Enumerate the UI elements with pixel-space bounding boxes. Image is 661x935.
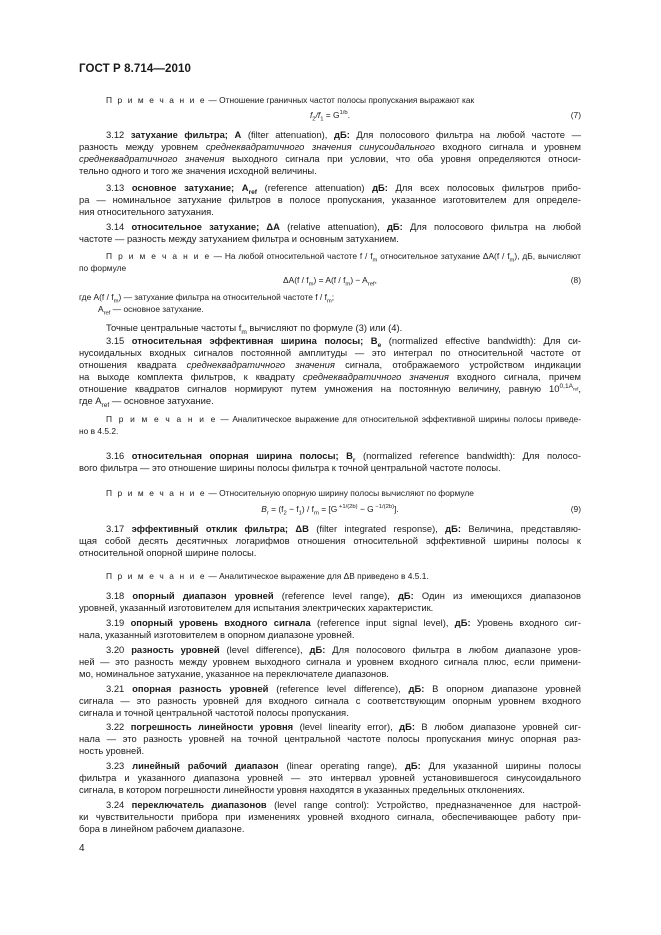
term-3-22: 3.22 погрешность линейности уровня (level linearity error), дБ: В любом диапазоне уровней сиг- [106, 721, 581, 732]
term-3-19: 3.19 опорный уровень входного сигнала (reference input signal level), дБ: Уровень входного сиг- [106, 617, 581, 628]
paragraph-exact-frequencies: Точные центральные частоты $f_m$ вычисляют по формуле (3) или (4). [106, 322, 403, 336]
note-5: П р и м е ч а н и е — Аналитическое выражение для ΔB приведено в 4.5.1. [106, 571, 429, 581]
page-number: 4 [79, 843, 85, 854]
term-3-24: 3.24 переключатель диапазонов (level range control): Устройство, предназначенное для настрой- [106, 799, 581, 810]
note-4: П р и м е ч а н и е — Относительную опорную ширину полосы вычисляют по формуле [106, 488, 474, 498]
term-3-20: 3.20 разность уровней (level difference), дБ: Для полосового фильтра в любом диапазоне уров- [106, 644, 581, 655]
term-3-16: 3.16 относительная опорная ширина полосы; $B_r$ (normalized reference bandwidth): Для полосо- [106, 450, 581, 464]
note-2: П р и м е ч а н и е — На любой относительной частоте f / $f_m$ относительное затухание $\Delta A(f / f_m)$, дБ, вычисляют [106, 251, 581, 264]
term-3-23: 3.23 линейный рабочий диапазон (linear operating range), дБ: Для указанной ширины полосы [106, 760, 581, 771]
term-3-18: 3.18 опорный диапазон уровней (reference level range), дБ: Один из имеющихся диапазонов [106, 590, 581, 601]
term-3-14: 3.14 относительное затухание; ΔA (relative attenuation), дБ: Для полосового фильтра на любой [106, 221, 582, 232]
term-3-15: 3.15 относительная эффективная ширина полосы; $B_e$ (normalized effective bandwidth): Для си- [106, 335, 581, 349]
note-1: П р и м е ч а н и е — Отношение граничных частот полосы пропускания выражают как [106, 95, 475, 105]
term-3-21: 3.21 опорная разность уровней (reference level difference), дБ: В опорном диапазоне уровней [106, 683, 582, 694]
formula-9: $B_r = (f_2 - f_1) / f_m = [G$ $^{+1/(2b)}$ − G $^{-1/(2b)}$]. (9) [261, 504, 581, 517]
note-3: П р и м е ч а н и е — Аналитическое выражение для относительной эффективной ширины полосы приведе- [106, 414, 581, 424]
document-header: ГОСТ Р 8.714—2010 [79, 63, 191, 75]
term-3-13: 3.13 основное затухание; $A_{ref}$ (reference attenuation) дБ: Для всех полосовых фильтров прибо- [106, 182, 581, 196]
formula-7: $f_2/f_1 = G^{1/b}$. (7) [309, 110, 581, 123]
term-3-17: 3.17 эффективный отклик фильтра; ΔB (filter integrated response), дБ: Величина, представляю- [106, 523, 581, 534]
term-3-12: 3.12 затухание фильтра; A (filter attenuation), дБ: Для полосового фильтра на любой частоте — [106, 129, 581, 140]
formula-8: $\Delta A(f / f_m) = A(f / f_m) - A_{ref}$, (8) [283, 275, 581, 288]
